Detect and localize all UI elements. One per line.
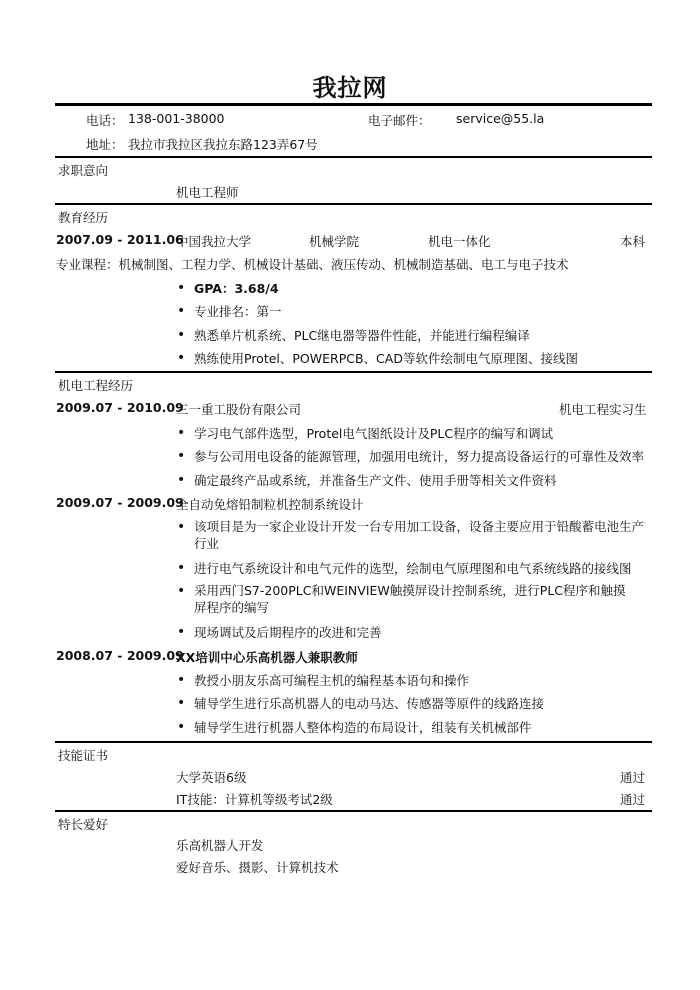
experience-title: 三一重工股份有限公司 <box>176 402 302 417</box>
experience-bullet: 采用西门S7-200PLC和WEINVIEW触摸屏设计控制系统，进行PLC程序和触摸屏程序的编写 <box>194 583 626 615</box>
experience-bullet: 教授小朋友乐高可编程主机的编程基本语句和操作 <box>194 673 470 688</box>
resume-title: 我拉网 <box>312 74 388 102</box>
hobbies-heading: 特长爱好 <box>58 817 109 832</box>
experience-period: 2009.07 - 2010.09 <box>56 400 184 415</box>
skill-status: 通过 <box>620 770 646 785</box>
address-value: 我拉市我拉区我拉东路123弄67号 <box>128 137 318 152</box>
bullet-icon: • <box>177 624 186 640</box>
education-bullet: 熟悉单片机系统、PLC继电器等器件性能，并能进行编程编译 <box>194 328 530 343</box>
bullet-icon: • <box>177 350 186 366</box>
experience-bullet: 该项目是为一家企业设计开发一台专用加工设备，设备主要应用于铅酸蓄电池生产行业 <box>194 519 645 551</box>
education-degree: 本科 <box>620 234 646 249</box>
experience-title: XX培训中心乐高机器人兼职教师 <box>176 650 358 665</box>
bullet-icon: • <box>177 583 186 599</box>
experience-bullet: 学习电气部件选型，Protel电气图纸设计及PLC程序的编写和调试 <box>194 426 554 441</box>
education-bullet: GPA：3.68/4 <box>194 281 279 296</box>
education-bullet: 专业排名：第一 <box>194 304 282 319</box>
education-bullet: 熟练使用Protel、POWERPCB、CAD等软件绘制电气原理图、接线图 <box>194 351 578 366</box>
bullet-icon: • <box>177 327 186 343</box>
experience-bullet: 辅导学生进行机器人整体构造的布局设计，组装有关机械部件 <box>194 720 532 735</box>
bullet-icon: • <box>177 560 186 576</box>
education-major: 机电一体化 <box>428 234 491 249</box>
objective-value: 机电工程师 <box>176 185 239 200</box>
experience-period: 2008.07 - 2009.09 <box>56 648 184 663</box>
section-divider-experience <box>55 371 652 373</box>
bullet-icon: • <box>177 425 186 441</box>
experience-bullet: 进行电气系统设计和电气元件的选型，绘制电气原理图和电气系统线路的接线图 <box>194 561 632 576</box>
education-courses: 专业课程：机械制图、工程力学、机械设计基础、液压传动、机械制造基础、电工与电子技术 <box>56 257 569 272</box>
address-label: 地址： <box>86 137 124 152</box>
email-value: service@55.la <box>456 111 545 126</box>
skills-heading: 技能证书 <box>58 748 109 763</box>
phone-label: 电话： <box>86 113 124 128</box>
experience-bullet: 现场调试及后期程序的改进和完善 <box>194 625 382 640</box>
section-divider-objective <box>55 156 652 158</box>
experience-title: 全自动免熔铅制粒机控制系统设计 <box>176 497 364 512</box>
bullet-icon: • <box>177 472 186 488</box>
hobby-item: 爱好音乐、摄影、计算机技术 <box>176 860 339 875</box>
skill-name: 大学英语6级 <box>176 770 247 785</box>
section-divider-education <box>55 203 652 205</box>
bullet-icon: • <box>177 672 186 688</box>
email-label: 电子邮件： <box>368 113 431 128</box>
bullet-icon: • <box>177 303 186 319</box>
bullet-icon: • <box>177 719 186 735</box>
bullet-icon: • <box>177 280 186 296</box>
experience-role: 机电工程实习生 <box>559 402 647 417</box>
experience-bullet: 参与公司用电设备的能源管理，加强用电统计，努力提高设备运行的可靠性及效率 <box>194 449 645 464</box>
experience-period: 2009.07 - 2009.09 <box>56 495 184 510</box>
title-divider <box>55 103 652 106</box>
section-divider-skills <box>55 741 652 743</box>
skill-status: 通过 <box>620 792 646 807</box>
bullet-icon: • <box>177 519 186 535</box>
experience-bullet: 辅导学生进行乐高机器人的电动马达、传感器等原件的线路连接 <box>194 696 545 711</box>
bullet-icon: • <box>177 695 186 711</box>
hobby-item: 乐高机器人开发 <box>176 838 264 853</box>
education-college: 机械学院 <box>309 234 360 249</box>
objective-heading: 求职意向 <box>58 163 109 178</box>
experience-heading: 机电工程经历 <box>58 378 134 393</box>
experience-bullet: 确定最终产品或系统，并准备生产文件、使用手册等相关文件资料 <box>194 473 557 488</box>
section-divider-hobbies <box>55 810 652 812</box>
phone-value: 138-001-38000 <box>128 111 225 126</box>
education-school: 中国我拉大学 <box>176 234 252 249</box>
skill-name: IT技能：计算机等级考试2级 <box>176 792 333 807</box>
education-heading: 教育经历 <box>58 210 109 225</box>
education-period: 2007.09 - 2011.06 <box>56 232 184 247</box>
bullet-icon: • <box>177 448 186 464</box>
